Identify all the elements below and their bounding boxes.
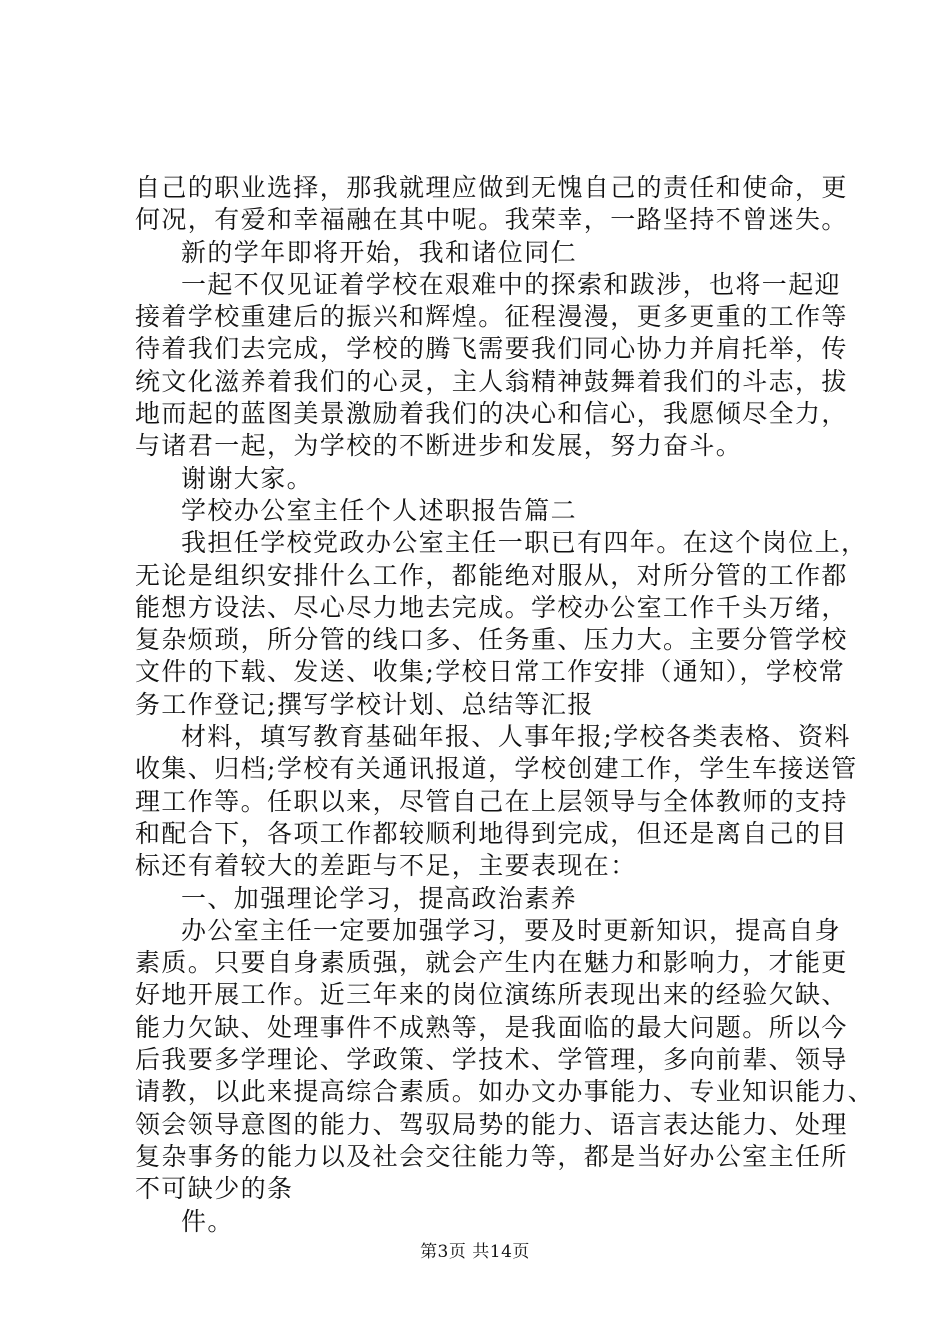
text-line: 标还有着较大的差距与不足，主要表现在： [135, 851, 637, 881]
text-line: 领会领导意图的能力、驾驭局势的能力、语言表达能力、处理 [135, 1109, 848, 1139]
text-line: 收集、归档;学校有关通讯报道，学校创建工作，学生车接送管 [135, 754, 858, 784]
text-line: 办公室主任一定要加强学习，要及时更新知识，提高自身 [181, 915, 842, 945]
text-line: 一起不仅见证着学校在艰难中的探索和跋涉，也将一起迎 [181, 269, 842, 299]
text-line: 我担任学校党政办公室主任一职已有四年。在这个岗位上， [181, 528, 868, 558]
text-line: 请教，以此来提高综合素质。如办文办事能力、专业知识能力、 [135, 1077, 875, 1107]
page-number-footer: 第3页 共14页 [420, 1242, 530, 1262]
text-line: 与诸君一起，为学校的不断进步和发展，努力奋斗。 [135, 431, 743, 461]
document-body [135, 172, 875, 1238]
text-line: 统文化滋养着我们的心灵，主人翁精神鼓舞着我们的斗志，拔 [135, 366, 848, 396]
text-line: 待着我们去完成，学校的腾飞需要我们同心协力并肩托举，传 [135, 334, 848, 364]
text-line: 文件的下载、发送、收集;学校日常工作安排（通知），学校常 [135, 657, 846, 687]
text-line: 素质。只要自身素质强，就会产生内在魅力和影响力，才能更 [135, 948, 848, 978]
text-line: 能力欠缺、处理事件不成熟等，是我面临的最大问题。所以今 [135, 1012, 848, 1042]
text-line: 自己的职业选择，那我就理应做到无愧自己的责任和使命，更 [135, 173, 848, 202]
text-line: 何况，有爱和幸福融在其中呢。我荣幸，一路坚持不曾迷失。 [135, 205, 848, 235]
text-line: 材料，填写教育基础年报、人事年报;学校各类表格、资料 [181, 722, 851, 752]
text-line: 地而起的蓝图美景激励着我们的决心和信心，我愿倾尽全力， [135, 399, 848, 429]
text-line: 接着学校重建后的振兴和辉煌。征程漫漫，更多更重的工作等 [135, 302, 848, 332]
section-heading: 学校办公室主任个人述职报告篇二 [181, 495, 578, 525]
text-line: 能想方设法、尽心尽力地去完成。学校办公室工作千头万绪， [135, 592, 848, 622]
text-line: 和配合下，各项工作都较顺利地得到完成，但还是离自己的目 [135, 818, 848, 848]
text-line: 件。 [181, 1206, 234, 1236]
text-line: 复杂烦琐，所分管的线口多、任务重、压力大。主要分管学校 [135, 625, 848, 655]
text-line: 好地开展工作。近三年来的岗位演练所表现出来的经验欠缺、 [135, 980, 848, 1010]
text-line: 务工作登记;撰写学校计划、总结等汇报 [135, 689, 594, 719]
text-line: 不可缺少的条 [135, 1174, 294, 1204]
text-line: 复杂事务的能力以及社会交往能力等，都是当好办公室主任所 [135, 1141, 848, 1171]
text-line: 谢谢大家。 [181, 463, 314, 493]
text-line: 后我要多学理论、学政策、学技术、学管理，多向前辈、领导 [135, 1045, 848, 1075]
text-line: 新的学年即将开始，我和诸位同仁 [181, 237, 578, 267]
section-heading: 一、加强理论学习，提高政治素养 [181, 883, 578, 913]
text-line: 无论是组织安排什么工作，都能绝对服从，对所分管的工作都 [135, 560, 848, 590]
text-line: 理工作等。任职以来，尽管自己在上层领导与全体教师的支持 [135, 786, 848, 816]
